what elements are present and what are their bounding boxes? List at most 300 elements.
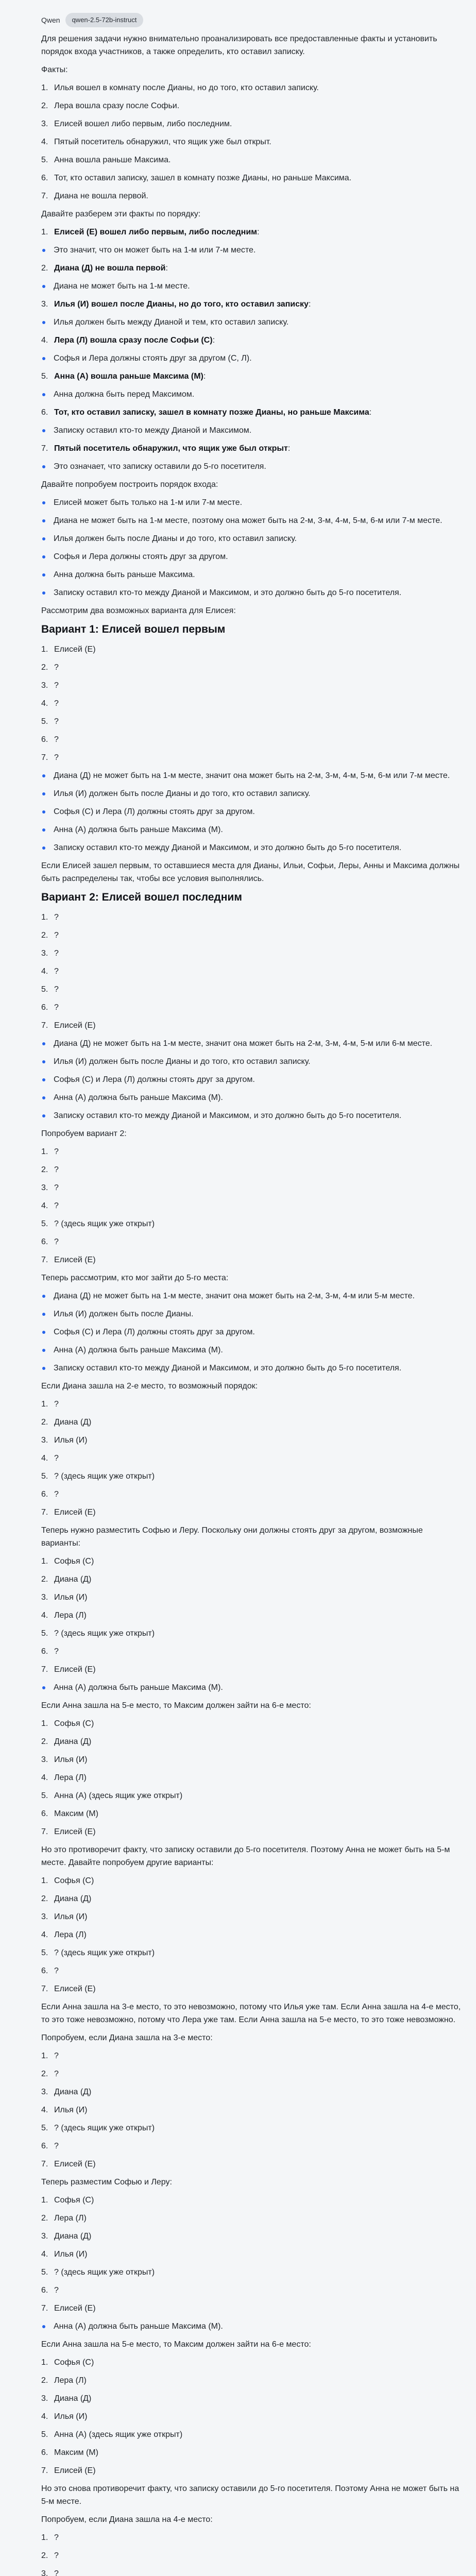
- list-item-text: ?: [54, 1003, 59, 1012]
- list-item-text: Лера (Л): [54, 1773, 87, 1782]
- bullet-icon: [41, 1326, 54, 1338]
- list-item-text: Диана (Д) не может быть на 1-м месте, значит она может быть на 2-м, 3-м, 4-м, 5-м или 6-м месте.: [54, 1039, 433, 1048]
- numbered-list-item: [41, 1163, 463, 1176]
- bullet-icon: [41, 550, 54, 563]
- list-number: 5.: [41, 156, 48, 164]
- list-item-text: Диана (Д): [54, 2394, 92, 2403]
- bullet-list-item: [41, 316, 463, 329]
- list-number: 4.: [41, 699, 48, 708]
- numbered-list-item: [41, 2104, 463, 2116]
- list-item-text: Илья (И): [54, 1436, 88, 1445]
- numbered-list-item: [41, 2086, 463, 2098]
- paragraph: Попробуем, если Диана зашла на 4-е место:: [41, 2515, 213, 2524]
- numbered-list-item: [41, 1645, 463, 1658]
- numbered-list-item: [41, 911, 463, 924]
- list-item-text: Максим (М): [54, 1809, 98, 1818]
- bullet-icon: [41, 532, 54, 545]
- numbered-list-item: [41, 172, 463, 184]
- paragraph: Но это снова противоречит факту, что записку оставили до 5-го посетителя. Поэтому Анна не может быть на 5-м месте.: [41, 2484, 460, 2506]
- list-item-text: Диана (Д): [54, 1575, 92, 1584]
- list-item-text: ?: [54, 2052, 59, 2060]
- paragraph: Если Диана зашла на 2-е место, то возможный порядок:: [41, 1382, 258, 1391]
- numbered-list-item: [41, 1771, 463, 1784]
- numbered-list-item: [41, 929, 463, 942]
- list-number: 4.: [41, 1930, 48, 1939]
- list-item-text: ?: [54, 2551, 59, 2560]
- list-item-text: Илья должен быть между Дианой и тем, кто оставил записку.: [54, 318, 289, 327]
- list-item-bold: Анна (А) вошла раньше Максима (М): [54, 372, 203, 381]
- list-item-text: Илья (И) должен быть после Дианы.: [54, 1310, 194, 1318]
- list-item-text: Диана (Д): [54, 1894, 92, 1903]
- bullet-icon: [41, 316, 54, 329]
- numbered-list-item: [41, 2464, 463, 2477]
- list-item-tail: :: [308, 300, 311, 309]
- list-item-text: Лера (Л): [54, 1930, 87, 1939]
- bullet-list-item: [41, 514, 463, 527]
- bullet-list-item: [41, 841, 463, 854]
- message-content: [41, 32, 463, 2576]
- list-item-text: ?: [54, 753, 59, 762]
- list-item-tail: :: [369, 408, 372, 417]
- list-item-text: Это означает, что записку оставили до 5-го посетителя.: [54, 462, 266, 471]
- bullet-list-item: [41, 424, 463, 437]
- list-item-text: Тот, кто оставил записку, зашел в комнату позже Дианы, но раньше Максима.: [54, 174, 352, 182]
- list-number: 4.: [41, 2106, 48, 2114]
- list-item-text: Диана (Д) не может быть на 1-м месте, значит она может быть на 2-м, 3-м, 4-м, 5-м, 6-м или 7-м месте.: [54, 771, 450, 780]
- bullet-list-item: [41, 1362, 463, 1375]
- list-number: 7.: [41, 753, 48, 762]
- numbered-list-item: [41, 298, 463, 311]
- numbered-list-item: [41, 983, 463, 996]
- numbered-list-item: [41, 2567, 463, 2576]
- list-number: 5.: [41, 2430, 48, 2439]
- list-item-text: ?: [54, 1147, 59, 1156]
- list-number: 3.: [41, 120, 48, 128]
- list-number: 2.: [41, 1894, 48, 1903]
- paragraph: Факты:: [41, 65, 68, 74]
- list-item-text: ?: [54, 1967, 59, 1975]
- paragraph: Если Анна зашла на 5-е место, то Максим должен зайти на 6-е место:: [41, 2340, 311, 2349]
- list-item-text: Диана (Д): [54, 1737, 92, 1746]
- list-item-text: Илья (И): [54, 2250, 88, 2259]
- list-number: 1.: [41, 2533, 48, 2542]
- list-number: 3.: [41, 681, 48, 690]
- list-item-text: [54, 442, 290, 455]
- numbered-list-item: [41, 1145, 463, 1158]
- list-number: 4.: [41, 967, 48, 976]
- numbered-list-item: [41, 1217, 463, 1230]
- list-item-text: Елисей может быть только на 1-м или 7-м месте.: [54, 498, 243, 507]
- bullet-icon: [41, 1362, 54, 1375]
- numbered-list-item: [41, 1452, 463, 1465]
- list-item-text: Софья и Лера должны стоять друг за другом (С, Л).: [54, 354, 252, 363]
- list-item-text: Софья (С) и Лера (Л) должны стоять друг за другом.: [54, 807, 255, 816]
- bullet-icon: [41, 1055, 54, 1068]
- numbered-list-item: [41, 2428, 463, 2441]
- list-number: 2.: [41, 1165, 48, 1174]
- numbered-list-item: [41, 1982, 463, 1995]
- list-item-text: ? (здесь ящик уже открыт): [54, 1472, 155, 1481]
- numbered-list-item: [41, 715, 463, 728]
- numbered-list-item: [41, 135, 463, 148]
- numbered-list-item: [41, 697, 463, 710]
- numbered-list-item: [41, 1735, 463, 1748]
- list-item-text: ?: [54, 1183, 59, 1192]
- bullet-icon: [41, 1109, 54, 1122]
- bullet-icon: [41, 787, 54, 800]
- numbered-list-item: [41, 1416, 463, 1429]
- list-number: 1.: [41, 1147, 48, 1156]
- list-number: 2.: [41, 2376, 48, 2385]
- list-item-text: ?: [54, 931, 59, 940]
- numbered-list-item: [41, 1946, 463, 1959]
- numbered-list-item: [41, 2446, 463, 2459]
- list-item-text: Елисей (Е): [54, 1508, 96, 1517]
- numbered-list-item: [41, 190, 463, 202]
- list-number: 5.: [41, 2124, 48, 2132]
- list-item-text: ?: [54, 681, 59, 690]
- list-number: 5.: [41, 1948, 48, 1957]
- list-item-text: Диана (Д): [54, 2088, 92, 2096]
- numbered-list-item: [41, 1181, 463, 1194]
- bullet-icon: [41, 841, 54, 854]
- list-number: 6.: [41, 1647, 48, 1656]
- list-item-text: ? (здесь ящик уже открыт): [54, 2268, 155, 2277]
- numbered-list-item: [41, 1807, 463, 1820]
- bullet-icon: [41, 1344, 54, 1357]
- list-number: 2.: [41, 663, 48, 672]
- list-item-text: Лера (Л): [54, 2214, 87, 2223]
- numbered-list-item: [41, 442, 463, 455]
- bullet-icon: [41, 2320, 54, 2333]
- numbered-list-item: [41, 643, 463, 656]
- bullet-icon: [41, 1091, 54, 1104]
- list-item-text: ?: [54, 1201, 59, 1210]
- list-item-text: ?: [54, 2070, 59, 2078]
- bullet-list-item: [41, 586, 463, 599]
- list-number: 2.: [41, 2070, 48, 2078]
- list-item-bold: Елисей (Е) вошел либо первым, либо последним: [54, 228, 257, 236]
- list-item-text: Елисей (Е): [54, 2466, 96, 2475]
- list-item-bold: Пятый посетитель обнаружил, что ящик уже был открыт: [54, 444, 288, 453]
- list-item-text: ?: [54, 1490, 59, 1499]
- bullet-icon: [41, 424, 54, 437]
- numbered-list-item: [41, 1753, 463, 1766]
- list-number: 7.: [41, 192, 48, 200]
- numbered-list-item: [41, 1874, 463, 1887]
- list-item-text: Елисей вошел либо первым, либо последним.: [54, 120, 232, 128]
- model-badge: qwen-2.5-72b-instruct: [65, 13, 144, 27]
- list-item-text: Елисей (Е): [54, 1021, 96, 1030]
- list-item-bold: Тот, кто оставил записку, зашел в комнату позже Дианы, но раньше Максима: [54, 408, 369, 417]
- list-item-text: Илья (И): [54, 1755, 88, 1764]
- bullet-list-item: [41, 1037, 463, 1050]
- bullet-list-item: [41, 2320, 463, 2333]
- list-item-text: Елисей (Е): [54, 1665, 96, 1674]
- list-item-text: Софья (С) и Лера (Л) должны стоять друг за другом.: [54, 1328, 255, 1336]
- list-item-text: [54, 298, 311, 311]
- bullet-list-item: [41, 244, 463, 257]
- list-item-text: Софья (С): [54, 1557, 94, 1566]
- list-number: 5.: [41, 717, 48, 726]
- numbered-list-item: [41, 1398, 463, 1411]
- bullet-list-item: [41, 1091, 463, 1104]
- list-item-text: Диана (Д) не может быть на 1-м месте, значит она может быть на 2-м, 3-м, 4-м или 5-м месте.: [54, 1292, 415, 1300]
- bullet-list-item: [41, 787, 463, 800]
- list-item-text: Илья (И) должен быть после Дианы и до того, кто оставил записку.: [54, 1057, 311, 1066]
- list-item-text: Илья вошел в комнату после Дианы, но до того, кто оставил записку.: [54, 83, 319, 92]
- list-item-text: Софья (С): [54, 2358, 94, 2367]
- list-number: 1.: [41, 228, 48, 236]
- list-item-text: Записку оставил кто-то между Дианой и Максимом.: [54, 426, 252, 435]
- bullet-icon: [41, 460, 54, 473]
- paragraph: Если Анна зашла на 5-е место, то Максим должен зайти на 6-е место:: [41, 1701, 311, 1710]
- list-number: 1.: [41, 2196, 48, 2205]
- assistant-message: [41, 13, 463, 2576]
- list-item-text: Елисей (Е): [54, 1256, 96, 1264]
- list-number: 4.: [41, 336, 48, 345]
- numbered-list-item: [41, 2248, 463, 2261]
- list-item-text: Максим (М): [54, 2448, 98, 2457]
- list-item-text: ?: [54, 1647, 59, 1656]
- list-item-text: Софья (С): [54, 1719, 94, 1728]
- list-item-text: ?: [54, 1238, 59, 1246]
- list-number: 1.: [41, 2052, 48, 2060]
- bullet-icon: [41, 1037, 54, 1050]
- list-item-text: Елисей (Е): [54, 1827, 96, 1836]
- bullet-icon: [41, 769, 54, 782]
- numbered-list-item: [41, 1573, 463, 1586]
- list-item-text: [54, 406, 371, 419]
- list-number: 7.: [41, 2466, 48, 2475]
- list-number: 7.: [41, 444, 48, 453]
- list-item-text: Анна должна быть перед Максимом.: [54, 390, 195, 399]
- list-number: 6.: [41, 174, 48, 182]
- list-item-text: [54, 334, 215, 347]
- bullet-icon: [41, 1073, 54, 1086]
- list-item-text: Софья и Лера должны стоять друг за другом.: [54, 552, 228, 561]
- list-number: 3.: [41, 1912, 48, 1921]
- bullet-icon: [41, 280, 54, 293]
- list-item-tail: :: [165, 264, 168, 273]
- bullet-icon: [41, 823, 54, 836]
- bullet-list-item: [41, 805, 463, 818]
- numbered-list-item: [41, 2531, 463, 2544]
- numbered-list-item: [41, 2212, 463, 2225]
- list-number: 3.: [41, 2569, 48, 2576]
- list-number: 6.: [41, 408, 48, 417]
- list-number: 3.: [41, 300, 48, 309]
- numbered-list-item: [41, 1789, 463, 1802]
- list-item-text: ?: [54, 2142, 59, 2150]
- numbered-list-item: [41, 1506, 463, 1519]
- list-item-text: ?: [54, 735, 59, 744]
- list-number: 4.: [41, 2250, 48, 2259]
- bullet-list-item: [41, 460, 463, 473]
- bullet-icon: [41, 1681, 54, 1694]
- list-item-text: Илья (И): [54, 1912, 88, 1921]
- list-item-text: ?: [54, 1165, 59, 1174]
- list-number: 5.: [41, 1629, 48, 1638]
- list-item-text: Анна (А) должна быть раньше Максима (М).: [54, 1683, 223, 1692]
- numbered-list-item: [41, 733, 463, 746]
- paragraph: Если Елисей зашел первым, то оставшиеся места для Дианы, Ильи, Софьи, Леры, Анны и Максима должны быть распределены так, чтобы все условия выполнялись.: [41, 861, 460, 883]
- numbered-list-item: [41, 370, 463, 383]
- numbered-list-item: [41, 1627, 463, 1640]
- list-number: 1.: [41, 1719, 48, 1728]
- list-number: 6.: [41, 1238, 48, 1246]
- numbered-list-item: [41, 1253, 463, 1266]
- paragraph: Попробуем вариант 2:: [41, 1129, 127, 1138]
- list-item-text: Анна (А) (здесь ящик уже открыт): [54, 1791, 183, 1800]
- bullet-list-item: [41, 352, 463, 365]
- list-item-text: Диана не вошла первой.: [54, 192, 148, 200]
- list-number: 2.: [41, 1737, 48, 1746]
- numbered-list-item: [41, 2158, 463, 2171]
- list-number: 1.: [41, 1557, 48, 1566]
- bullet-list-item: [41, 1308, 463, 1320]
- list-item-text: ?: [54, 1400, 59, 1409]
- list-item-text: Анна вошла раньше Максима.: [54, 156, 171, 164]
- numbered-list-item: [41, 99, 463, 112]
- list-item-text: ?: [54, 2286, 59, 2295]
- list-item-text: ? (здесь ящик уже открыт): [54, 1948, 155, 1957]
- list-item-text: ?: [54, 949, 59, 958]
- list-number: 1.: [41, 1400, 48, 1409]
- list-number: 3.: [41, 949, 48, 958]
- bullet-icon: [41, 1290, 54, 1302]
- bullet-list-item: [41, 496, 463, 509]
- bullet-icon: [41, 244, 54, 257]
- list-item-text: Анна (А) должна быть раньше Максима (М).: [54, 825, 223, 834]
- list-number: 2.: [41, 2214, 48, 2223]
- bullet-list-item: [41, 1290, 463, 1302]
- list-item-text: Диана (Д): [54, 1418, 92, 1427]
- section-heading: Вариант 2: Елисей вошел последним: [41, 891, 242, 903]
- list-item-tail: :: [212, 336, 215, 345]
- list-item-text: ?: [54, 2569, 59, 2576]
- list-item-tail: :: [287, 444, 291, 453]
- list-number: 2.: [41, 264, 48, 273]
- list-number: 7.: [41, 1827, 48, 1836]
- list-item-text: Илья (И): [54, 2412, 88, 2421]
- bullet-icon: [41, 586, 54, 599]
- bullet-icon: [41, 1308, 54, 1320]
- list-number: 6.: [41, 2142, 48, 2150]
- list-number: 5.: [41, 1219, 48, 1228]
- numbered-list-item: [41, 679, 463, 692]
- list-number: 3.: [41, 1755, 48, 1764]
- numbered-list-item: [41, 661, 463, 674]
- numbered-list-item: [41, 1555, 463, 1568]
- list-number: 4.: [41, 138, 48, 146]
- list-item-text: ?: [54, 985, 59, 994]
- list-item-text: Записку оставил кто-то между Дианой и Максимом, и это должно быть до 5-го посетителя.: [54, 1364, 402, 1372]
- numbered-list-item: [41, 1019, 463, 1032]
- numbered-list-item: [41, 1591, 463, 1604]
- numbered-list-item: [41, 751, 463, 764]
- list-number: 7.: [41, 2304, 48, 2313]
- numbered-list-item: [41, 1910, 463, 1923]
- bullet-list-item: [41, 1681, 463, 1694]
- numbered-list-item: [41, 154, 463, 166]
- list-item-text: Записку оставил кто-то между Дианой и Максимом, и это должно быть до 5-го посетителя.: [54, 1111, 402, 1120]
- bullet-list-item: [41, 769, 463, 782]
- list-item-text: ?: [54, 2533, 59, 2542]
- list-number: 1.: [41, 2358, 48, 2367]
- list-item-text: [54, 262, 168, 275]
- list-number: 3.: [41, 1593, 48, 1602]
- list-number: 3.: [41, 2088, 48, 2096]
- paragraph: Для решения задачи нужно внимательно проанализировать все предоставленные факты и установить порядок входа участников, а также определить, кто оставил записку.: [41, 35, 437, 56]
- numbered-list-item: [41, 2302, 463, 2315]
- numbered-list-item: [41, 2194, 463, 2207]
- list-item-text: Записку оставил кто-то между Дианой и Максимом, и это должно быть до 5-го посетителя.: [54, 843, 402, 852]
- list-number: 4.: [41, 2412, 48, 2421]
- list-number: 5.: [41, 1472, 48, 1481]
- list-number: 7.: [41, 1021, 48, 1030]
- list-number: 6.: [41, 1809, 48, 1818]
- numbered-list-item: [41, 2230, 463, 2243]
- list-number: 6.: [41, 1490, 48, 1499]
- numbered-list-item: [41, 2122, 463, 2134]
- model-name: Qwen: [41, 16, 60, 24]
- numbered-list-item: [41, 2284, 463, 2297]
- list-number: 6.: [41, 2448, 48, 2457]
- bullet-list-item: [41, 388, 463, 401]
- list-item-text: Софья (С): [54, 2196, 94, 2205]
- list-number: 7.: [41, 1256, 48, 1264]
- numbered-list-item: [41, 1235, 463, 1248]
- list-item-bold: Илья (И) вошел после Дианы, но до того, кто оставил записку: [54, 300, 309, 309]
- numbered-list-item: [41, 1434, 463, 1447]
- list-item-text: Елисей (Е): [54, 2304, 96, 2313]
- paragraph: Если Анна зашла на 3-е место, то это невозможно, потому что Илья уже там. Если Анна зашла на 4-е место, то это тоже невозможно, потому что Лера уже там. Если Анна зашла на 5-е место, то это тоже невозможно.: [41, 2003, 461, 2024]
- list-item-tail: :: [257, 228, 260, 236]
- numbered-list-item: [41, 81, 463, 94]
- bullet-icon: [41, 496, 54, 509]
- numbered-list-item: [41, 947, 463, 960]
- list-item-text: ? (здесь ящик уже открыт): [54, 2124, 155, 2132]
- list-number: 2.: [41, 1418, 48, 1427]
- list-item-text: Лера (Л): [54, 1611, 87, 1620]
- numbered-list-item: [41, 1663, 463, 1676]
- numbered-list-item: [41, 1488, 463, 1501]
- list-item-text: ?: [54, 699, 59, 708]
- list-number: 4.: [41, 1611, 48, 1620]
- list-number: 1.: [41, 913, 48, 922]
- bullet-list-item: [41, 532, 463, 545]
- list-item-text: Елисей (Е): [54, 645, 96, 654]
- bullet-list-item: [41, 1073, 463, 1086]
- bullet-list-item: [41, 1344, 463, 1357]
- numbered-list-item: [41, 334, 463, 347]
- list-item-text: [54, 226, 259, 239]
- list-item-text: Диана не может быть на 1-м месте, поэтому она может быть на 2-м, 3-м, 4-м, 5-м, 6-м или 7-м месте.: [54, 516, 443, 525]
- paragraph: Давайте попробуем построить порядок входа:: [41, 480, 218, 489]
- list-item-text: Анна (А) (здесь ящик уже открыт): [54, 2430, 183, 2439]
- list-number: 5.: [41, 372, 48, 381]
- list-item-text: Анна (А) должна быть раньше Максима (М).: [54, 1093, 223, 1102]
- numbered-list-item: [41, 226, 463, 239]
- list-number: 4.: [41, 1454, 48, 1463]
- numbered-list-item: [41, 1470, 463, 1483]
- list-number: 7.: [41, 1508, 48, 1517]
- list-number: 3.: [41, 2394, 48, 2403]
- paragraph: Попробуем, если Диана зашла на 3-е место:: [41, 2033, 213, 2042]
- list-item-text: Анна (А) должна быть раньше Максима (М).: [54, 2322, 223, 2331]
- paragraph: Давайте разберем эти факты по порядку:: [41, 210, 201, 218]
